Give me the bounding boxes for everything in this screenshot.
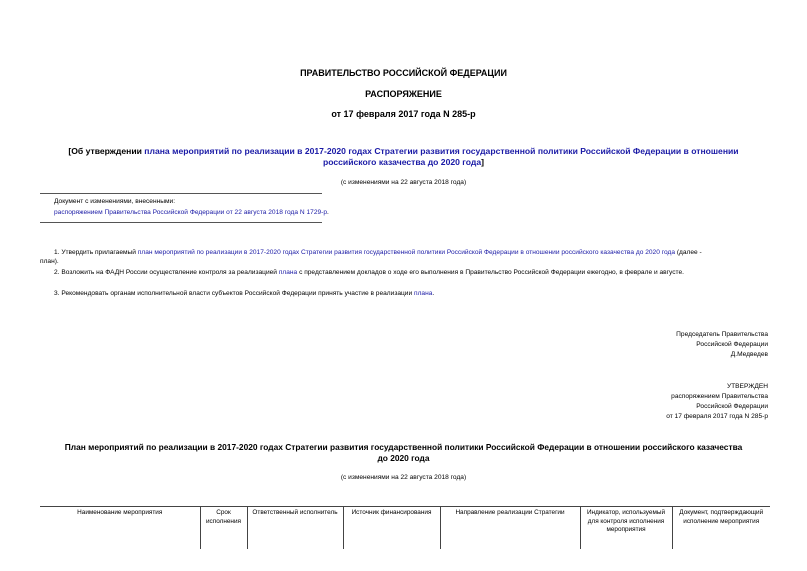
item2-plan-link[interactable]: плана bbox=[278, 269, 298, 276]
amendments-note: (с изменениями на 22 августа 2018 года) bbox=[340, 179, 467, 186]
item1-before: 1. Утвердить прилагаемый bbox=[54, 249, 138, 256]
changes-entry bbox=[54, 208, 329, 217]
signature-block bbox=[560, 330, 768, 360]
title-prefix: [Об утверждении bbox=[68, 146, 145, 156]
approved-line3: Российской Федерации bbox=[696, 403, 768, 410]
item-2 bbox=[54, 268, 770, 277]
item3-after: . bbox=[432, 290, 435, 297]
item2-after: с представлением докладов о ходе его выполнения в Правительство Российской Федерации ежегодно, в феврале и августе. bbox=[297, 269, 684, 276]
column-header: Срок исполнения bbox=[200, 507, 247, 550]
approved-block bbox=[560, 382, 768, 422]
plan-title-line1: План мероприятий по реализации в 2017-2020 годах Стратегии развития государственной политики Российской Федерации в отношении российского казачества bbox=[64, 442, 743, 452]
changes-heading: Документ с изменениями, внесенными: bbox=[54, 198, 176, 205]
government-name: ПРАВИТЕЛЬСТВО РОССИЙСКОЙ ФЕДЕРАЦИИ bbox=[300, 68, 507, 78]
changes-bottom-rule bbox=[40, 222, 322, 223]
title-link-line1[interactable]: плана мероприятий по реализации в 2017-2020 годах Стратегии развития государственной политики Российской Федерации в отношении bbox=[144, 146, 739, 156]
item3-plan-link[interactable]: плана bbox=[414, 290, 433, 297]
signature-name: Д.Медведев bbox=[730, 351, 768, 358]
plan-table-header-row bbox=[40, 507, 770, 550]
item-1 bbox=[40, 248, 770, 266]
changes-link[interactable]: распоряжением Правительства Российской Федерации от 22 августа 2018 года N 1729-р bbox=[54, 209, 328, 216]
document-date-number: от 17 февраля 2017 года N 285-р bbox=[331, 109, 476, 119]
plan-title bbox=[0, 442, 807, 464]
approved-line1: УТВЕРЖДЕН bbox=[726, 383, 768, 390]
title-link-line2[interactable]: российского казачества до 2020 года bbox=[322, 157, 482, 167]
document-title bbox=[0, 146, 807, 168]
item1-line2: план). bbox=[40, 258, 59, 265]
column-header: Документ, подтверждающий исполнение мероприятия bbox=[672, 507, 770, 550]
plan-table bbox=[40, 506, 770, 549]
item-3 bbox=[54, 289, 770, 298]
item3-before: 3. Рекомендовать органам исполнительной власти субъектов Российской Федерации принять участие в реализации bbox=[54, 290, 415, 297]
approved-line4: от 17 февраля 2017 года N 285-р bbox=[666, 413, 768, 420]
signature-line1: Председатель Правительства bbox=[676, 331, 768, 338]
approved-line2: распоряжением Правительства bbox=[671, 393, 768, 400]
column-header: Индикатор, используемый для контроля исполнения мероприятия bbox=[580, 507, 672, 550]
plan-amendments-note: (с изменениями на 22 августа 2018 года) bbox=[340, 474, 467, 481]
document-type: РАСПОРЯЖЕНИЕ bbox=[365, 89, 442, 99]
plan-title-line2: до 2020 года bbox=[377, 453, 430, 463]
column-header: Наименование мероприятия bbox=[40, 507, 200, 550]
item2-before: 2. Возложить на ФАДН России осуществление контроля за реализацией bbox=[54, 269, 279, 276]
changes-top-rule bbox=[40, 193, 322, 194]
item1-after: (далее - bbox=[675, 249, 702, 256]
changes-after: . bbox=[327, 209, 329, 216]
item1-plan-link[interactable]: план мероприятий по реализации в 2017-2020 годах Стратегии развития государственной политики Российской Федерации в отношении российского казачества до 2020 года bbox=[137, 249, 675, 256]
title-suffix: ] bbox=[481, 157, 485, 167]
column-header: Направление реализации Стратегии bbox=[440, 507, 580, 550]
column-header: Ответственный исполнитель bbox=[247, 507, 343, 550]
column-header: Источник финансирования bbox=[343, 507, 440, 550]
signature-line2: Российской Федерации bbox=[696, 341, 768, 348]
